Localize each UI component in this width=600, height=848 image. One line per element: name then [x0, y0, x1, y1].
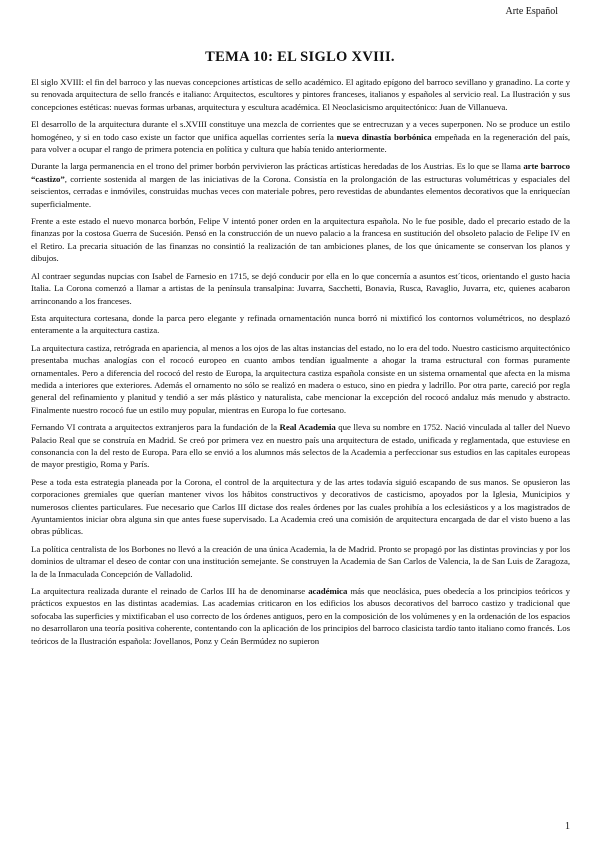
bold-term: nueva dinastía borbónica — [336, 131, 432, 142]
bold-term: Real Academia — [279, 422, 336, 433]
text-run: La arquitectura castiza, retrógrada en apariencia, al menos a los ojos de las altas instancias del estado, no lo era del todo. Nuestro casticismo arquitectónico presentaba muchas analogías con el rococó europeo en cuanto ambos tendían igualmente a ahogar la trama estructural con formas puramente ornamentales. Pero a diferencia del rococó del resto de Europa, la arquitectura castiza española consiste en un sistema ornamental que afecta en la misma medida a interiores que exteriores. Además el ornamento no sólo se realizó en madera o estuco, sino en piedra y ladrillo. Por otra parte, careció por regla general del refinamiento y planitud y tendió a ser más plástico y naturalista, cabe mencionar la excepción del rococó andaluz más menudo y abstracto. Finalmente nuestro rococó fue un estilo muy popular, mientras en Europa lo fue cortesano. — [31, 342, 570, 415]
paragraph — [31, 118, 570, 155]
paragraph — [31, 342, 570, 416]
text-run: El desarrollo de la arquitectura durante el s.XVIII constituye una mezcla de corrientes que se entrecruzan y a veces superponen. No se produce un estilo homogéneo, y si en todo caso existe un factor que unifica aquellas corrientes sería la — [31, 119, 570, 142]
running-header: Arte Español — [505, 6, 558, 17]
paragraph — [31, 270, 570, 307]
text-run: más que neoclásica, pues obedecía a los principios teóricos y prácticos expuestos en las distintas academias. Las academias criticaron en los edificios los abusos decorativos del barroco castizo y tradicional que sofocaba las superficies y mixtificaban el uso correcto de los órdenes antiguos, pero en la composición de los volúmenes y en la ordenación de los espacios no desarrollaron una teoría positiva coherente, contentando con la aplicación de los principios del barroco clasicista tardío tanto italiano como francés. Los teóricos de la Ilustración española: Jovellanos, Ponz y Ceán Bermúdez no supieron — [31, 586, 571, 646]
text-run: Frente a este estado el nuevo monarca borbón, Felipe V intentó poner orden en la arquitectura española. No le fue posible, dado el precario estado de la finanzas por la costosa Guerra de Sucesión. Pensó en la construcción de un nuevo palacio a la francesa en sustitución del obsoleto palacio de Felipe IV en el Retiro. La precaria situación de las finanzas no consintió la realización de tan ambiciones planes, de los que únicamente se conservan los planos y dibujos. — [31, 216, 570, 264]
text-run: Durante la larga permanencia en el trono del primer borbón pervivieron las prácticas artísticas heredadas de los Austrias. Es lo que se llama — [31, 161, 524, 172]
text-run: La política centralista de los Borbones no llevó a la creación de una única Academia, la de Madrid. Pronto se propagó por las distintas provincias y por los dominios de ultramar el deseo de contar con una institución semejante. Se construyen la Academia de San Carlos de Valencia, la de San Luis de Zaragoza, la de la Inmaculada Concepción de Valladolid. — [31, 543, 570, 579]
paragraph — [31, 160, 570, 210]
paragraph — [31, 585, 570, 647]
text-run: empeñada en la regeneración del país, para volver a ocupar el rango de primera potencia en política y cultura que había tenido anteriormente. — [31, 131, 570, 155]
text-run: Fernando VI contrata a arquitectos extranjeros para la fundación de la — [31, 422, 280, 433]
page-number: 1 — [565, 821, 570, 832]
text-run: que lleva su nombre en 1752. Nació vinculada al taller del Nuevo Palacio Real que se construía en Madrid. Se creó por primera vez en nuestro país una arquitectura de estado, unificada y reglamentada, que estuviese en consonancia con la del resto de Europa. Para ello se envió a los alumnos más selectos de la Academia a perfeccionar sus estudios en las capitales europeas de mayor prestigio, Roma y París. — [31, 422, 570, 470]
text-run: El siglo XVIII: el fin del barroco y las nuevas concepciones artísticas de sello académico. El agitado epígono del barroco sevillano y granadino. La corte y su renovada arquitectura de sello francés e italiano: Arquitectos, escultores y pintores franceses, italianos y españoles al servicio real. La Ilustración y sus concepciones estéticas: nuevas formas urbanas, arquitectura y escultura académica. El Neoclasicismo arquitectónico: Juan de Villanueva. — [31, 77, 570, 112]
paragraph — [31, 76, 570, 113]
document-body — [31, 76, 570, 652]
text-run: , corriente sostenida al margen de las iniciativas de la Corona. Consistía en la prolongación de las estructuras volumétricas y espaciales del seiscientos, cerradas e inmóviles, construidas muchas veces con materiale pobres, pero revestidas de abundantes elementos decorativos que la enriquecían superficialmente. — [31, 173, 570, 209]
paragraph — [31, 476, 570, 538]
text-run: La arquitectura realizada durante el reinado de Carlos III ha de denominarse — [31, 586, 309, 597]
paragraph — [31, 543, 570, 580]
text-run: Esta arquitectura cortesana, donde la parca pero elegante y refinada ornamentación nunca borró ni mixtificó los contornos volumétricos, no desplazó enteramente a la arquitectura castiza. — [31, 312, 570, 336]
text-run: Al contraer segundas nupcias con Isabel de Farnesio en 1715, se dejó conducir por ella en lo que concernía a asuntos est´ticos, orientando el gusto hacia Italia. La Corona comenzó a llamar a artistas de la península transalpina: Juvarra, Sacchetti, Bonavia, Rusca, Ravaglio, Juvarra, etc, quienes acabaron arrinconando a los franceses. — [31, 270, 570, 306]
text-run: Pese a toda esta estrategia planeada por la Corona, el control de la arquitectura y de las artes todavía siguió escapando de sus manos. Se opusieron las corporaciones gremiales que querían mantener vivos los hábitos constructivos y decorativos de casticismo, apoyados por la Iglesia, Municipios y numerosos clientes particulares. Fue necesario que Carlos III dictase dos reales órdenes por las cuales prohibía a los eclesiásticos y a los magistrados de Ayuntamientos iniciar obra alguna sin que antes fuese supervisado. La Academia creó una comisión de arquitectura encargada de dar el visto bueno a las obras públicas. — [31, 476, 570, 537]
bold-term: académica — [308, 586, 348, 597]
page-title: TEMA 10: EL SIGLO XVIII. — [205, 49, 395, 65]
paragraph — [31, 215, 570, 265]
bold-term: arte barroco “castizo” — [31, 161, 570, 184]
paragraph — [31, 421, 570, 471]
paragraph — [31, 312, 570, 337]
